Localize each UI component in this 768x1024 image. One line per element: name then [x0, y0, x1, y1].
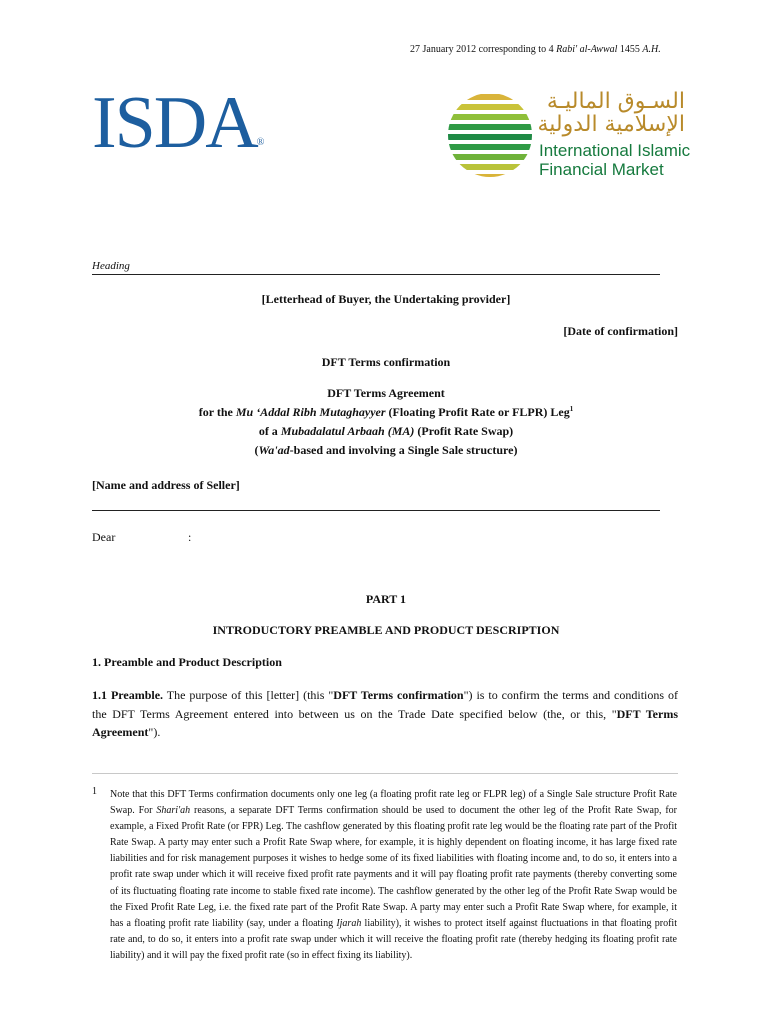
footnote-text [110, 787, 677, 964]
heading-rule [92, 274, 660, 275]
paren-open: ( [254, 443, 259, 457]
iifm-arabic-name [537, 90, 685, 136]
text-wad-rest: -based and involving a Single Sale structure [289, 443, 514, 457]
paren-close: ) [513, 443, 518, 457]
isda-logo-text: ISDA [92, 82, 257, 164]
agreement-subtitle-line2 [92, 424, 680, 439]
date-era: A.H. [642, 44, 661, 55]
part-title: INTRODUCTORY PREAMBLE AND PRODUCT DESCRIPTION [212, 623, 560, 637]
date-of-confirmation: [Date of confirmation] [563, 324, 678, 338]
salutation-colon: : [188, 530, 192, 544]
text-of-a: of a [258, 424, 278, 438]
part-heading: PART 1 [365, 592, 407, 606]
date-hijri-month: Rabi' al-Awwal [556, 44, 618, 55]
salutation: Dear [92, 530, 116, 544]
text-for-the: for the [198, 405, 233, 419]
preamble-paragraph [92, 686, 678, 742]
heading-label: Heading [92, 260, 130, 272]
letterhead-placeholder: [Letterhead of Buyer, the Undertaking provider] [261, 292, 511, 306]
footnote-text-2: reasons, a separate DFT Terms confirmation should be used to document the other leg of the Profit Rate Swap, for example, a Fixed Profit Rate (or FPR) Leg. The cashflow generated by this floating profit rate leg would be the floating rate part of the Profit Rate Swap. A party may enter such a Profit Rate Swap where, for example, it is highly dependent on floating income, it has large fixed rate liabilities and for risk management purposes it wishes to hedge some of its fixed liabilities with floating income and, to do so, it enters into a profit rate swap under which it will receive fixed profit rate payments and it will pay floating profit rate payments (thereby converting some of its fluctuating floating rate income to stable fixed rate income). The cashflow generated by the other leg of the Profit Rate Swap would be the Fixed Profit Rate Leg, i.e. the fixed rate part of the Profit Rate Swap. A party may enter such a Profit Rate Swap where, for example, it has a floating profit rate liability (say, under a floating [110, 805, 677, 929]
term-dft-terms-agreement: DFT Terms Agreement [92, 706, 678, 739]
date-year: 1455 [619, 44, 640, 55]
term-dft-terms-confirmation: DFT Terms confirmation [333, 688, 464, 702]
iifm-globe-icon [445, 90, 535, 180]
document-date [410, 44, 661, 55]
preamble-text-e: "). [148, 725, 161, 739]
section-heading: 1. Preamble and Product Description [92, 655, 282, 669]
footnote-ref[interactable]: 1 [569, 405, 574, 413]
text-wad: Wa'ad [258, 443, 290, 457]
text-profit-rate-swap: (Profit Rate Swap) [417, 424, 514, 438]
isda-logo [92, 82, 265, 164]
iifm-logo [445, 90, 695, 182]
date-text: 27 January 2012 corresponding to 4 [410, 44, 554, 55]
iifm-arabic-line2: الإسلامية الدولية [537, 112, 685, 138]
agreement-subtitle-line3 [92, 443, 680, 458]
preamble-label: 1.1 Preamble. [92, 688, 164, 702]
text-flpr: (Floating Profit Rate or FLPR) [388, 405, 548, 419]
document-title: DFT Terms confirmation [321, 355, 451, 369]
iifm-english-name [539, 142, 690, 179]
footnote-number: 1 [92, 786, 97, 797]
iifm-line1: International Islamic [539, 141, 691, 160]
iifm-arabic-line1: السـوق الماليـة [546, 89, 685, 114]
registered-mark: ® [256, 137, 265, 148]
footnote-text-1: Note that this DFT Terms confirmation documents only one leg (a floating profit rate leg or FLPR leg) of a Single Sale structure Profit Rate Swap. For [110, 789, 677, 817]
iifm-line2: Financial Market [539, 159, 664, 179]
footnote-ijarah: Ijarah [336, 917, 362, 929]
preamble-text-c: ") is to confirm the terms and conditions of the DFT Terms Agreement entered into between us on the Trade Date specified below (the, or this, " [92, 688, 678, 721]
text-leg: Leg [550, 405, 570, 419]
footnote-separator [92, 773, 678, 774]
text-mu-addal: Mu ‘Addal Ribh Mutaghayyer [235, 405, 386, 419]
preamble-text-a: The purpose of this [letter] (this " [163, 688, 334, 702]
text-mubadalatul: Mubadalatul Arbaah (MA) [280, 424, 415, 438]
seller-address-rule [92, 510, 660, 511]
footnote-text-3: liability), it wishes to protect itself against fluctuations in that floating profit rate and, to do so, it enters into a profit rate swap under which it will receive the floating profit rate (thereby hedging its floating profit rate liability) and it will pay the fixed profit rate (so in effect fixing its liability). [110, 917, 677, 961]
seller-name-address: [Name and address of Seller] [92, 478, 240, 492]
agreement-title: DFT Terms Agreement [327, 386, 445, 400]
agreement-subtitle-line1 [92, 405, 680, 420]
footnote-shariah: Shari'ah [156, 805, 191, 817]
